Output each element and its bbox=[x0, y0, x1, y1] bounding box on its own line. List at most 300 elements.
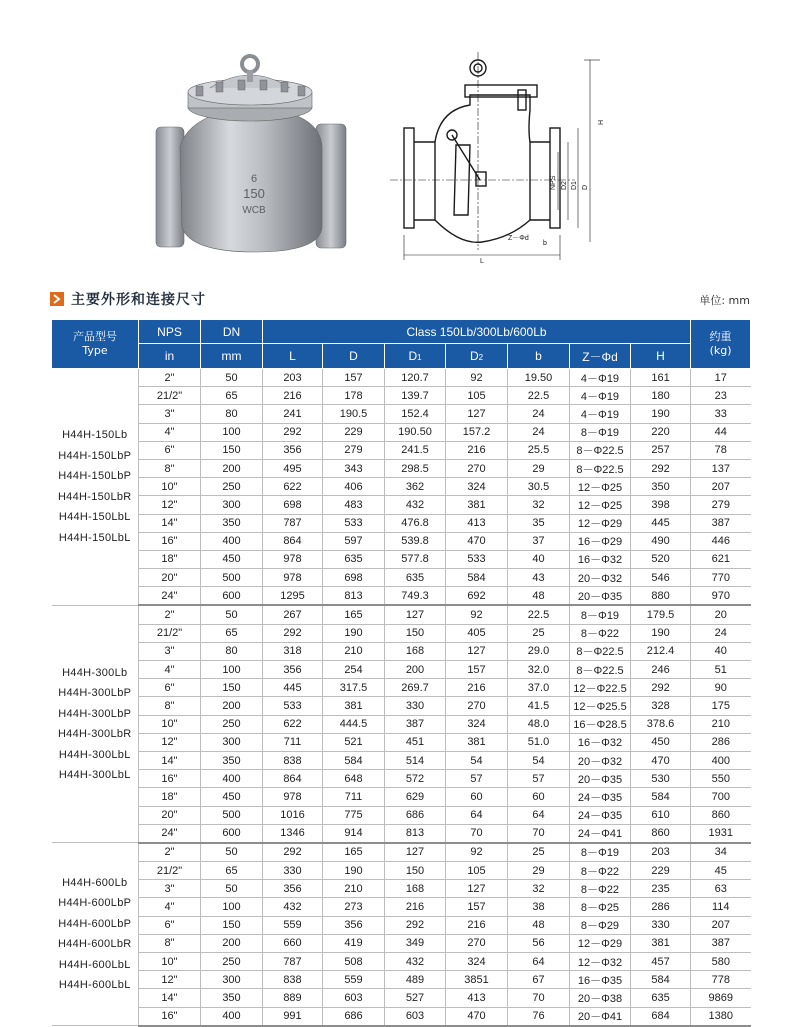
table-cell: 400 bbox=[691, 751, 751, 769]
table-cell: 127 bbox=[446, 642, 508, 660]
table-cell: 880 bbox=[631, 587, 691, 606]
table-cell: 489 bbox=[385, 971, 446, 989]
table-cell: 500 bbox=[201, 569, 263, 587]
table-row bbox=[52, 605, 751, 624]
table-cell: 991 bbox=[263, 1007, 323, 1026]
header-d1: D1 bbox=[385, 344, 446, 369]
table-cell: 6" bbox=[139, 679, 201, 697]
table-cell: 4" bbox=[139, 898, 201, 916]
table-cell: 8－Φ29 bbox=[570, 916, 631, 934]
table-cell: 317.5 bbox=[323, 679, 385, 697]
table-cell: 413 bbox=[446, 989, 508, 1007]
table-cell: 521 bbox=[323, 733, 385, 751]
table-cell: 12－Φ32 bbox=[570, 953, 631, 971]
table-cell: 572 bbox=[385, 770, 446, 788]
table-cell: 24 bbox=[508, 405, 570, 423]
table-cell: 70 bbox=[446, 824, 508, 843]
table-row bbox=[52, 1007, 751, 1026]
table-cell: 78 bbox=[691, 441, 751, 459]
table-cell: 50 bbox=[201, 843, 263, 862]
table-cell: 8－Φ22.5 bbox=[570, 441, 631, 459]
table-cell: 770 bbox=[691, 569, 751, 587]
table-cell: 978 bbox=[263, 550, 323, 568]
table-row bbox=[52, 369, 751, 387]
table-cell: 476.8 bbox=[385, 514, 446, 532]
table-cell: 4" bbox=[139, 423, 201, 441]
table-cell: 14" bbox=[139, 514, 201, 532]
table-cell: 64 bbox=[508, 953, 570, 971]
table-cell: 490 bbox=[631, 532, 691, 550]
dim-label-zphi: Z－Φd bbox=[508, 235, 529, 242]
table-cell: 4" bbox=[139, 661, 201, 679]
table-row bbox=[52, 880, 751, 898]
table-cell: 16" bbox=[139, 770, 201, 788]
table-cell: 48 bbox=[508, 916, 570, 934]
table-cell: 137 bbox=[691, 459, 751, 477]
table-cell: 60 bbox=[508, 788, 570, 806]
table-cell: 16－Φ29 bbox=[570, 532, 631, 550]
table-cell: 660 bbox=[263, 934, 323, 952]
table-cell: 584 bbox=[323, 751, 385, 769]
table-row bbox=[52, 898, 751, 916]
table-cell: 12－Φ29 bbox=[570, 514, 631, 532]
casting-class: 150 bbox=[243, 186, 265, 201]
table-cell: 470 bbox=[631, 751, 691, 769]
table-cell: 533 bbox=[263, 697, 323, 715]
table-cell: 324 bbox=[446, 953, 508, 971]
dim-label-b: b bbox=[543, 240, 547, 247]
table-cell: 350 bbox=[201, 514, 263, 532]
model-name: H44H-600Lb bbox=[62, 876, 128, 889]
model-name: H44H-300Lb bbox=[62, 666, 128, 679]
table-cell: 775 bbox=[323, 806, 385, 824]
table-cell: 1380 bbox=[691, 1007, 751, 1026]
table-cell: 3" bbox=[139, 880, 201, 898]
table-cell: 16－Φ35 bbox=[570, 971, 631, 989]
table-cell: 813 bbox=[323, 587, 385, 606]
dim-label-h: H bbox=[598, 119, 605, 125]
table-cell: 400 bbox=[201, 770, 263, 788]
table-cell: 246 bbox=[631, 661, 691, 679]
table-cell: 398 bbox=[631, 496, 691, 514]
table-row bbox=[52, 550, 751, 568]
model-name: H44H-300LbL bbox=[58, 748, 131, 761]
header-class: Class 150Lb/300Lb/600Lb bbox=[263, 320, 691, 344]
table-cell: 33 bbox=[691, 405, 751, 423]
table-cell: 200 bbox=[385, 661, 446, 679]
table-cell: 838 bbox=[263, 971, 323, 989]
table-cell: 229 bbox=[631, 862, 691, 880]
table-cell: 22.5 bbox=[508, 387, 570, 405]
table-cell: 286 bbox=[691, 733, 751, 751]
table-cell: 451 bbox=[385, 733, 446, 751]
table-row bbox=[52, 715, 751, 733]
table-cell: 292 bbox=[631, 679, 691, 697]
table-cell: 100 bbox=[201, 898, 263, 916]
table-cell: 864 bbox=[263, 770, 323, 788]
table-cell: 29.0 bbox=[508, 642, 570, 660]
model-name: H44H-600LbP bbox=[58, 897, 132, 910]
table-cell: 12－Φ25 bbox=[570, 496, 631, 514]
table-cell: 603 bbox=[385, 1007, 446, 1026]
model-name: H44H-150Lb bbox=[62, 429, 128, 442]
table-row bbox=[52, 824, 751, 843]
table-cell: 10" bbox=[139, 478, 201, 496]
unit-note: 单位: mm bbox=[699, 294, 750, 307]
table-row bbox=[52, 642, 751, 660]
table-cell: 686 bbox=[385, 806, 446, 824]
table-cell: 444.5 bbox=[323, 715, 385, 733]
table-cell: 90 bbox=[691, 679, 751, 697]
table-cell: 610 bbox=[631, 806, 691, 824]
table-cell: 559 bbox=[323, 971, 385, 989]
table-cell: 14" bbox=[139, 751, 201, 769]
table-cell: 220 bbox=[631, 423, 691, 441]
table-cell: 20－Φ32 bbox=[570, 569, 631, 587]
table-cell: 40 bbox=[508, 550, 570, 568]
table-cell: 190 bbox=[631, 624, 691, 642]
table-row bbox=[52, 405, 751, 423]
table-cell: 150 bbox=[385, 624, 446, 642]
table-cell: 584 bbox=[446, 569, 508, 587]
table-cell: 584 bbox=[631, 788, 691, 806]
table-cell: 8－Φ22.5 bbox=[570, 661, 631, 679]
table-cell: 446 bbox=[691, 532, 751, 550]
table-cell: 65 bbox=[201, 624, 263, 642]
table-cell: 450 bbox=[201, 788, 263, 806]
table-cell: 190.50 bbox=[385, 423, 446, 441]
table-cell: 495 bbox=[263, 459, 323, 477]
table-cell: 70 bbox=[508, 989, 570, 1007]
table-row bbox=[52, 569, 751, 587]
table-cell: 41.5 bbox=[508, 697, 570, 715]
table-cell: 12－Φ22.5 bbox=[570, 679, 631, 697]
table-cell: 29 bbox=[508, 459, 570, 477]
table-cell: 235 bbox=[631, 880, 691, 898]
table-cell: 1016 bbox=[263, 806, 323, 824]
header-h: H bbox=[631, 344, 691, 369]
table-cell: 692 bbox=[446, 587, 508, 606]
model-name: H44H-600LbL bbox=[58, 958, 131, 971]
table-cell: 139.7 bbox=[385, 387, 446, 405]
table-cell: 279 bbox=[323, 441, 385, 459]
table-cell: 241 bbox=[263, 405, 323, 423]
table-row bbox=[52, 496, 751, 514]
table-cell: 300 bbox=[201, 971, 263, 989]
table-cell: 24 bbox=[508, 423, 570, 441]
table-cell: 20－Φ35 bbox=[570, 770, 631, 788]
model-name: H44H-150LbP bbox=[58, 470, 132, 483]
table-cell: 216 bbox=[446, 916, 508, 934]
table-cell: 24－Φ41 bbox=[570, 824, 631, 843]
table-cell: 241.5 bbox=[385, 441, 446, 459]
table-cell: 381 bbox=[631, 934, 691, 952]
table-cell: 150 bbox=[201, 441, 263, 459]
table-cell: 419 bbox=[323, 934, 385, 952]
table-row bbox=[52, 971, 751, 989]
table-row bbox=[52, 989, 751, 1007]
table-cell: 300 bbox=[201, 733, 263, 751]
table-cell: 250 bbox=[201, 478, 263, 496]
table-cell: 207 bbox=[691, 478, 751, 496]
table-cell: 10" bbox=[139, 953, 201, 971]
table-cell: 3" bbox=[139, 642, 201, 660]
table-cell: 292 bbox=[263, 423, 323, 441]
table-cell: 450 bbox=[201, 550, 263, 568]
table-cell: 539.8 bbox=[385, 532, 446, 550]
section-header bbox=[50, 289, 206, 309]
table-cell: 21/2" bbox=[139, 387, 201, 405]
table-cell: 711 bbox=[263, 733, 323, 751]
table-cell: 200 bbox=[201, 459, 263, 477]
table-cell: 527 bbox=[385, 989, 446, 1007]
table-cell: 165 bbox=[323, 843, 385, 862]
table-cell: 12－Φ25.5 bbox=[570, 697, 631, 715]
table-cell: 175 bbox=[691, 697, 751, 715]
table-row bbox=[52, 532, 751, 550]
model-name: H44H-150LbP bbox=[58, 449, 132, 462]
table-cell: 530 bbox=[631, 770, 691, 788]
group-600lb bbox=[52, 843, 751, 1026]
table-cell: 8－Φ25 bbox=[570, 898, 631, 916]
table-cell: 787 bbox=[263, 514, 323, 532]
table-cell: 270 bbox=[446, 697, 508, 715]
table-cell: 23 bbox=[691, 387, 751, 405]
table-cell: 190 bbox=[631, 405, 691, 423]
table-cell: 54 bbox=[508, 751, 570, 769]
table-row bbox=[52, 514, 751, 532]
table-cell: 157 bbox=[446, 898, 508, 916]
table-cell: 250 bbox=[201, 953, 263, 971]
table-cell: 127 bbox=[446, 880, 508, 898]
table-cell: 216 bbox=[263, 387, 323, 405]
table-cell: 1295 bbox=[263, 587, 323, 606]
table-cell: 216 bbox=[446, 441, 508, 459]
table-cell: 580 bbox=[691, 953, 751, 971]
table-cell: 603 bbox=[323, 989, 385, 1007]
table-cell: 18" bbox=[139, 788, 201, 806]
table-cell: 381 bbox=[446, 733, 508, 751]
table-cell: 210 bbox=[323, 880, 385, 898]
table-cell: 127 bbox=[446, 405, 508, 423]
table-cell: 216 bbox=[385, 898, 446, 916]
table-cell: 514 bbox=[385, 751, 446, 769]
table-row bbox=[52, 862, 751, 880]
table-cell: 8" bbox=[139, 459, 201, 477]
table-cell: 18" bbox=[139, 550, 201, 568]
table-cell: 8－Φ22 bbox=[570, 880, 631, 898]
table-cell: 65 bbox=[201, 862, 263, 880]
table-cell: 356 bbox=[323, 916, 385, 934]
table-row bbox=[52, 953, 751, 971]
table-cell: 65 bbox=[201, 387, 263, 405]
table-cell: 157 bbox=[323, 369, 385, 387]
table-cell: 577.8 bbox=[385, 550, 446, 568]
table-cell: 292 bbox=[385, 916, 446, 934]
table-cell: 470 bbox=[446, 532, 508, 550]
header-in: in bbox=[139, 344, 201, 369]
table-cell: 533 bbox=[323, 514, 385, 532]
table-cell: 165 bbox=[323, 605, 385, 624]
table-cell: 387 bbox=[691, 934, 751, 952]
table-cell: 629 bbox=[385, 788, 446, 806]
table-cell: 330 bbox=[385, 697, 446, 715]
table-cell: 157 bbox=[446, 661, 508, 679]
table-cell: 8－Φ22.5 bbox=[570, 459, 631, 477]
table-cell: 38 bbox=[508, 898, 570, 916]
table-row bbox=[52, 679, 751, 697]
table-cell: 597 bbox=[323, 532, 385, 550]
table-cell: 100 bbox=[201, 423, 263, 441]
table-cell: 168 bbox=[385, 642, 446, 660]
table-cell: 700 bbox=[691, 788, 751, 806]
table-row bbox=[52, 843, 751, 862]
table-cell: 12－Φ29 bbox=[570, 934, 631, 952]
table-row bbox=[52, 387, 751, 405]
table-cell: 584 bbox=[631, 971, 691, 989]
table-cell: 20" bbox=[139, 806, 201, 824]
table-cell: 14" bbox=[139, 989, 201, 1007]
table-cell: 200 bbox=[201, 934, 263, 952]
table-cell: 4－Φ19 bbox=[570, 387, 631, 405]
header-type: 产品型号 Type bbox=[52, 320, 139, 369]
table-cell: 30.5 bbox=[508, 478, 570, 496]
table-cell: 698 bbox=[323, 569, 385, 587]
table-cell: 356 bbox=[263, 880, 323, 898]
table-cell: 622 bbox=[263, 478, 323, 496]
table-cell: 24－Φ35 bbox=[570, 788, 631, 806]
table-cell: 80 bbox=[201, 642, 263, 660]
table-cell: 56 bbox=[508, 934, 570, 952]
table-cell: 343 bbox=[323, 459, 385, 477]
table-cell: 635 bbox=[385, 569, 446, 587]
table-cell: 356 bbox=[263, 441, 323, 459]
table-cell: 178 bbox=[323, 387, 385, 405]
table-cell: 190 bbox=[323, 624, 385, 642]
dim-label-nps: NPS bbox=[550, 175, 557, 190]
table-cell: 978 bbox=[263, 569, 323, 587]
table-cell: 190 bbox=[323, 862, 385, 880]
table-cell: 127 bbox=[385, 843, 446, 862]
table-cell: 161 bbox=[631, 369, 691, 387]
table-cell: 4－Φ19 bbox=[570, 369, 631, 387]
table-cell: 978 bbox=[263, 788, 323, 806]
table-cell: 105 bbox=[446, 862, 508, 880]
table-cell: 48 bbox=[508, 587, 570, 606]
table-cell: 8－Φ19 bbox=[570, 843, 631, 862]
table-cell: 37 bbox=[508, 532, 570, 550]
table-cell: 350 bbox=[201, 989, 263, 1007]
table-cell: 500 bbox=[201, 806, 263, 824]
table-row bbox=[52, 916, 751, 934]
table-cell: 698 bbox=[263, 496, 323, 514]
table-cell: 229 bbox=[323, 423, 385, 441]
table-cell: 914 bbox=[323, 824, 385, 843]
table-cell: 50 bbox=[201, 369, 263, 387]
header-nps: NPS bbox=[139, 320, 201, 344]
table-cell: 10" bbox=[139, 715, 201, 733]
table-cell: 120.7 bbox=[385, 369, 446, 387]
table-cell: 286 bbox=[631, 898, 691, 916]
table-cell: 350 bbox=[631, 478, 691, 496]
table-cell: 8－Φ22 bbox=[570, 624, 631, 642]
table-cell: 445 bbox=[263, 679, 323, 697]
dim-label-d: D bbox=[582, 184, 589, 190]
table-cell: 860 bbox=[631, 824, 691, 843]
table-cell: 40 bbox=[691, 642, 751, 660]
table-cell: 559 bbox=[263, 916, 323, 934]
table-cell: 210 bbox=[323, 642, 385, 660]
table-cell: 635 bbox=[631, 989, 691, 1007]
dim-label-d2: D2 bbox=[561, 181, 568, 190]
casting-size: 6 bbox=[250, 173, 258, 185]
table-cell: 324 bbox=[446, 478, 508, 496]
table-cell: 432 bbox=[385, 953, 446, 971]
table-cell: 6" bbox=[139, 916, 201, 934]
table-cell: 257 bbox=[631, 441, 691, 459]
model-list bbox=[52, 843, 139, 1026]
table-cell: 212.4 bbox=[631, 642, 691, 660]
table-row bbox=[52, 788, 751, 806]
table-cell: 80 bbox=[201, 405, 263, 423]
table-cell: 8－Φ22.5 bbox=[570, 642, 631, 660]
group-150lb bbox=[52, 369, 751, 606]
table-cell: 711 bbox=[323, 788, 385, 806]
table-cell: 8－Φ19 bbox=[570, 423, 631, 441]
table-cell: 3" bbox=[139, 405, 201, 423]
table-cell: 838 bbox=[263, 751, 323, 769]
table-row bbox=[52, 624, 751, 642]
table-cell: 2" bbox=[139, 369, 201, 387]
table-cell: 621 bbox=[691, 550, 751, 568]
table-cell: 778 bbox=[691, 971, 751, 989]
model-name: H44H-600LbR bbox=[57, 938, 132, 951]
table-cell: 21/2" bbox=[139, 624, 201, 642]
table-cell: 450 bbox=[631, 733, 691, 751]
table-cell: 267 bbox=[263, 605, 323, 624]
table-cell: 24" bbox=[139, 587, 201, 606]
table-cell: 600 bbox=[201, 587, 263, 606]
table-cell: 54 bbox=[446, 751, 508, 769]
table-cell: 16－Φ28.5 bbox=[570, 715, 631, 733]
table-row bbox=[52, 770, 751, 788]
table-cell: 381 bbox=[323, 697, 385, 715]
table-cell: 25.5 bbox=[508, 441, 570, 459]
table-cell: 190.5 bbox=[323, 405, 385, 423]
table-cell: 349 bbox=[385, 934, 446, 952]
table-cell: 20－Φ38 bbox=[570, 989, 631, 1007]
table-cell: 150 bbox=[201, 916, 263, 934]
table-cell: 105 bbox=[446, 387, 508, 405]
casting-material: WCB bbox=[242, 205, 266, 216]
table-cell: 635 bbox=[323, 550, 385, 568]
table-cell: 92 bbox=[446, 369, 508, 387]
table-cell: 92 bbox=[446, 843, 508, 862]
table-cell: 44 bbox=[691, 423, 751, 441]
table-cell: 400 bbox=[201, 1007, 263, 1026]
table-cell: 216 bbox=[446, 679, 508, 697]
header-zphi: Z－Φd bbox=[570, 344, 631, 369]
table-cell: 67 bbox=[508, 971, 570, 989]
table-cell: 860 bbox=[691, 806, 751, 824]
table-cell: 864 bbox=[263, 532, 323, 550]
dim-label-l: L bbox=[480, 258, 484, 265]
model-list bbox=[52, 369, 139, 606]
table-cell: 12－Φ25 bbox=[570, 478, 631, 496]
table-cell: 152.4 bbox=[385, 405, 446, 423]
table-cell: 600 bbox=[201, 824, 263, 843]
table-cell: 378.6 bbox=[631, 715, 691, 733]
